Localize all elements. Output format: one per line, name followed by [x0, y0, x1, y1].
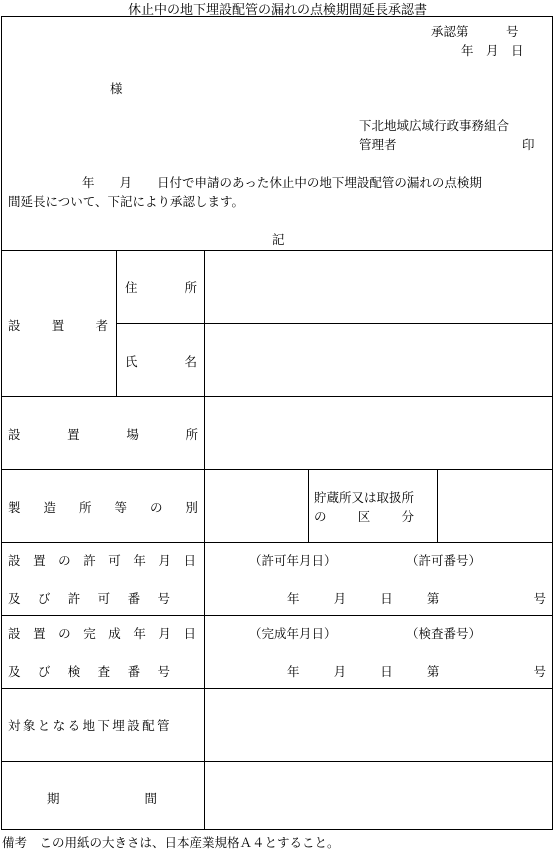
- ki-label: 記: [272, 232, 285, 247]
- rule-row: [1, 615, 553, 616]
- rule-row: [1, 396, 553, 397]
- document-title: 休止中の地下埋設配管の漏れの点検期間延長承認書: [127, 3, 427, 18]
- completion-date-hint: （完成年月日）: [249, 626, 337, 641]
- rule-type-split: [308, 469, 309, 542]
- permit-date-hint: （許可年月日）: [249, 553, 337, 568]
- form-frame: [1, 16, 553, 830]
- installer-label: 設 置 者: [8, 318, 108, 333]
- rule-row: [1, 469, 553, 470]
- inspection-number-label: 及 び 検 査 番 号: [8, 664, 170, 679]
- seal-mark: 印: [522, 137, 535, 152]
- address-label: 住 所: [125, 280, 197, 295]
- period-label: 期 間: [47, 791, 157, 806]
- completion-date-label: 設 置 の 完 成 年 月 日: [8, 626, 196, 641]
- body-text-line2: 間延長について、下記により承認します。: [8, 194, 245, 209]
- inspection-number-hint: （検査番号）: [406, 626, 482, 641]
- body-text-line1: 年 月 日付で申請のあった休止中の地下埋設配管の漏れの点検期: [82, 175, 482, 190]
- completion-date-line: 年 月 日 第 号: [287, 664, 546, 679]
- rule-row: [1, 688, 553, 689]
- permit-date-label: 設 置 の 許 可 年 月 日: [8, 553, 196, 568]
- permit-date-line: 年 月 日 第 号: [287, 591, 546, 606]
- target-pipe-label: 対象となる地下埋設配管: [8, 718, 172, 733]
- rule-row: [1, 542, 553, 543]
- rule-row: [1, 761, 553, 762]
- rule-label-column: [204, 250, 205, 830]
- permit-number-label: 及 び 許 可 番 号: [8, 591, 170, 606]
- facility-type-label: 製 造 所 等 の 別: [8, 500, 198, 515]
- name-label: 氏 名: [125, 354, 197, 369]
- rule-table-top: [1, 250, 553, 251]
- rule-installer-split: [116, 250, 117, 396]
- footnote: 備考 この用紙の大きさは、日本産業規格Ａ４とすること。: [2, 835, 340, 850]
- storage-category-label: 貯蔵所又は取扱所: [314, 490, 415, 505]
- permit-number-hint: （許可番号）: [406, 553, 482, 568]
- manager-label: 管理者: [359, 137, 397, 152]
- addressee-suffix: 様: [110, 81, 123, 96]
- approval-date: 年 月 日: [461, 43, 524, 58]
- rule-address-name: [116, 323, 553, 324]
- rule-type-split2: [437, 469, 438, 542]
- storage-category-label2: の 区 分: [314, 509, 414, 524]
- approval-number: 承認第 号: [431, 24, 519, 39]
- location-label: 設 置 場 所: [8, 427, 198, 442]
- organization-name: 下北地域広域行政事務組合: [359, 118, 510, 133]
